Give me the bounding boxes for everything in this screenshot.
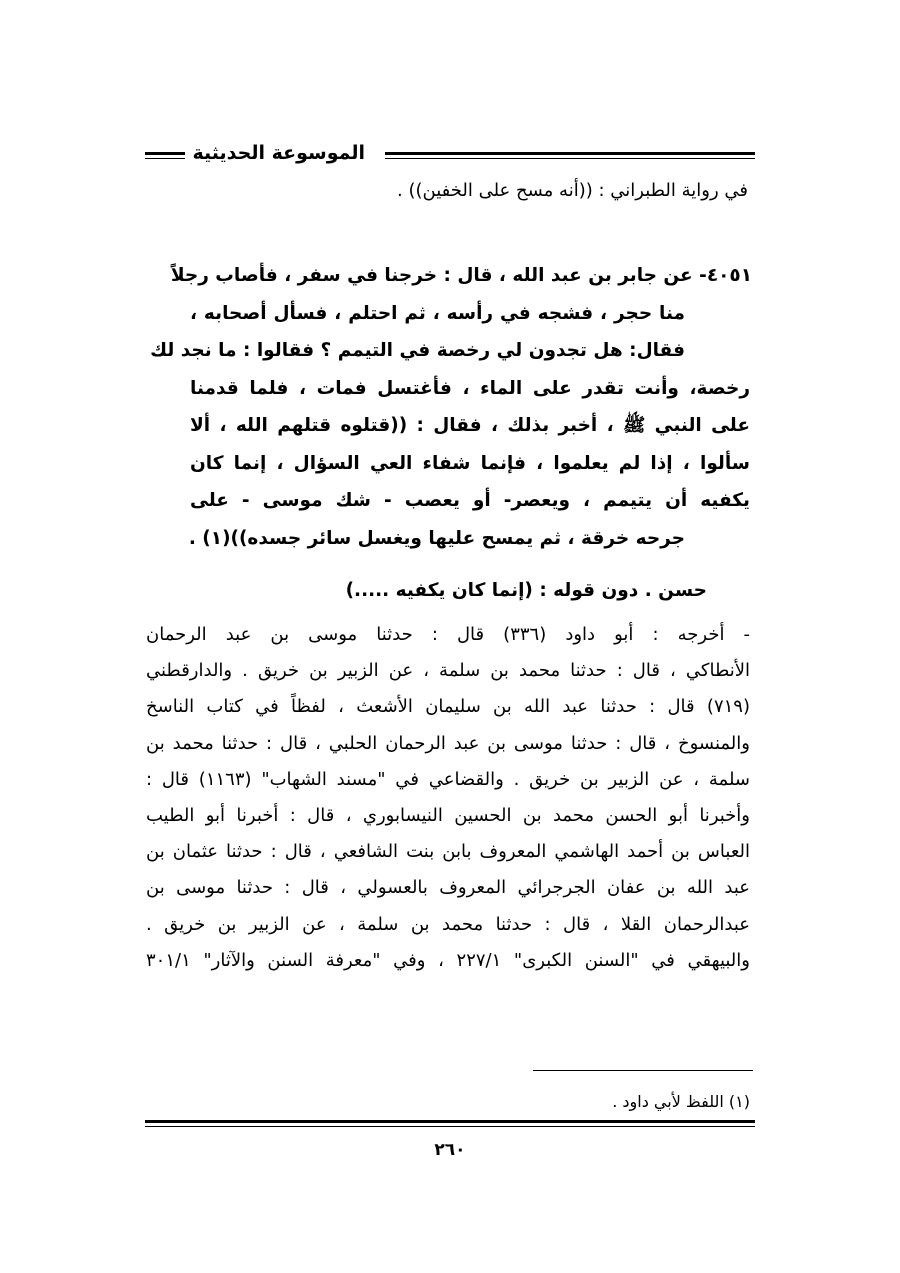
hadith-line: فقال: هل تجدون لي رخصة في التيمم ؟ فقالوا : ما نجد لك (150, 340, 685, 361)
takhrij-line: والمنسوخ ، قال : حدثنا موسى بن عبد الرحمان الحلبي ، قال : حدثنا محمد بن (146, 732, 750, 754)
header-title: الموسوعة الحديثية (192, 142, 365, 164)
hadith-grade: حسن . دون قوله : (إنما كان يكفيه .....) (345, 580, 707, 601)
takhrij-line: سلمة ، عن الزبير بن خريق . والقضاعي في "مسند الشهاب" (١١٦٣) قال : (146, 768, 751, 790)
takhrij-line: - أخرجه : أبو داود (٣٣٦) قال : حدثنا موسى بن عبد الرحمان (146, 624, 751, 645)
takhrij-line: (٧١٩) قال : حدثنا عبد الله بن سليمان الأشعث ، لفظاً في كتاب الناسخ (146, 696, 750, 718)
hadith-line: منا حجر ، فشجه في رأسه ، ثم احتلم ، فسأل أصحابه ، (190, 302, 685, 324)
takhrij-line: عبدالرحمان القلا ، قال : حدثنا محمد بن سلمة ، عن الزبير بن خريق . (146, 913, 750, 935)
hadith-line: جرحه خرقة ، ثم يمسح عليها ويغسل سائر جسده))(١) . (188, 527, 685, 549)
takhrij-line: عبد الله بن عفان الجرجرائي المعروف بالعسولي ، قال : حدثنا موسى بن (146, 877, 750, 899)
hadith-text (150, 257, 752, 557)
footnote: (١) اللفظ لأبي داود . (612, 1092, 750, 1111)
header-rule-left (145, 152, 185, 159)
takhrij-line: وأخبرنا أبو الحسن محمد بن الحسين النيسابوري ، قال : أخبرنا أبو الطيب (146, 804, 750, 826)
takhrij-line: الأنطاكي ، قال : حدثنا محمد بن سلمة ، عن الزبير بن خريق . والدارقطني (146, 660, 750, 682)
header-rule-right (385, 152, 755, 159)
footnote-separator (533, 1070, 753, 1071)
hadith-line: على النبي ﷺ ، أخبر بذلك ، فقال : ((قتلوه قتلهم الله ، ألا (190, 415, 750, 436)
intro-text: في رواية الطبراني : ((أنه مسح على الخفين)) . (397, 180, 748, 201)
takhrij-text (146, 617, 750, 979)
takhrij-line: والبيهقي في "السنن الكبرى" ٢٢٧/١ ، وفي "معرفة السنن والآثار" ٣٠١/١ (146, 949, 750, 971)
hadith-line: ٤٠٥١- عن جابر بن عبد الله ، قال : خرجنا في سفر ، فأصاب رجلاً (170, 265, 752, 286)
hadith-line: سألوا ، إذا لم يعلموا ، فإنما شفاء العي السؤال ، إنما كان (190, 452, 750, 474)
footer-rule (145, 1120, 755, 1127)
takhrij-line: العباس بن أحمد الهاشمي المعروف بابن بنت الشافعي ، قال : حدثنا عثمان بن (146, 841, 750, 863)
hadith-line: رخصة، وأنت تقدر على الماء ، فأغتسل فمات ، فلما قدمنا (190, 377, 750, 399)
running-header (145, 142, 755, 172)
hadith-line: يكفيه أن يتيمم ، ويعصر- أو يعصب - شك موسى - على (190, 490, 750, 511)
page-number: ٢٦٠ (434, 1140, 466, 1160)
